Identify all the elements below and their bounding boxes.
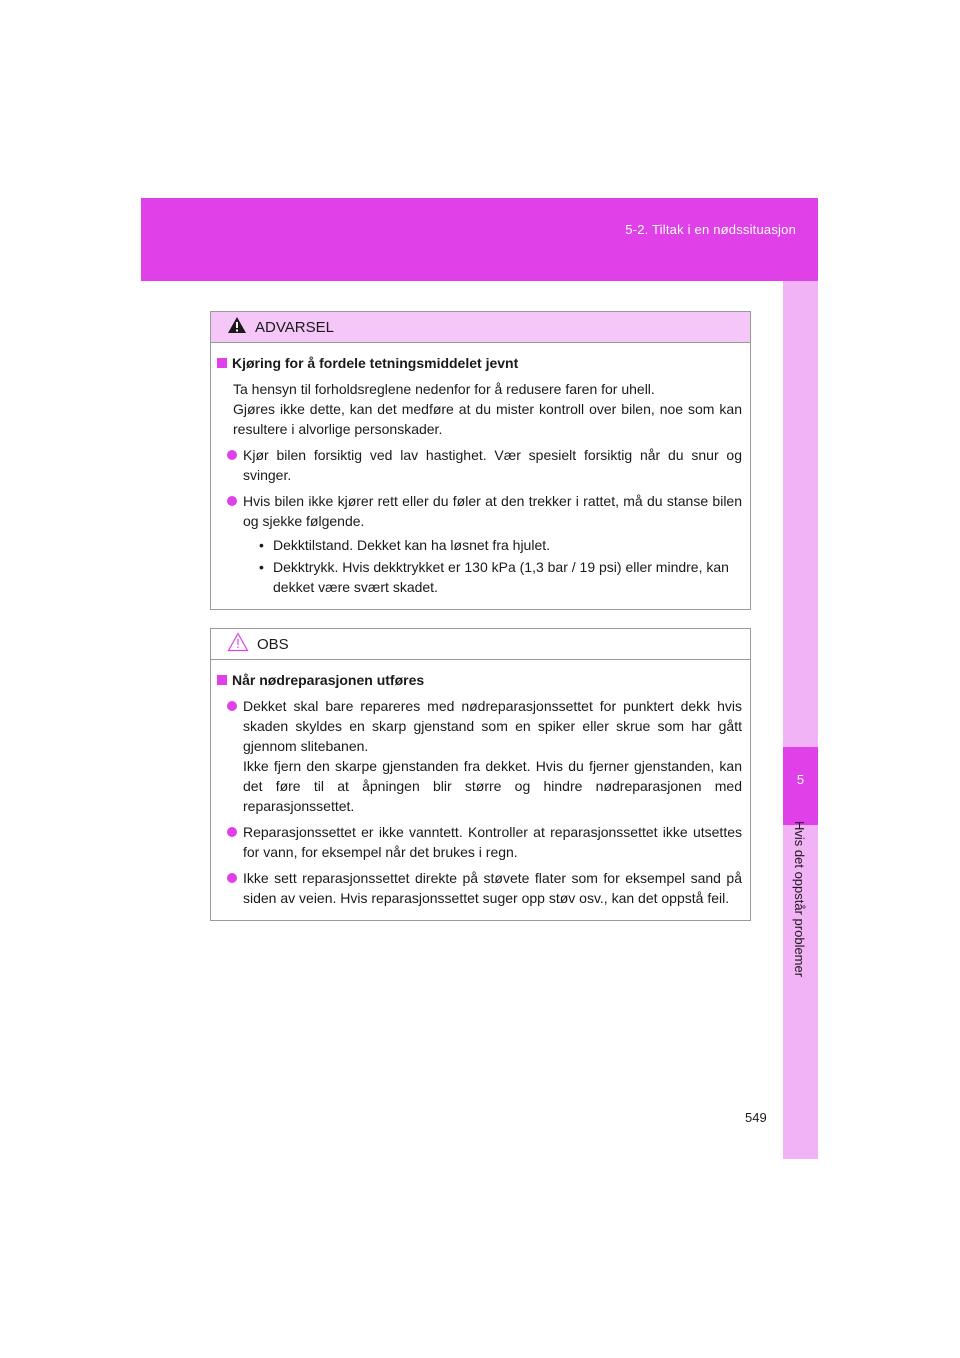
warning-sub-item-text: Dekktilstand. Dekket kan ha løsnet fra hjulet.: [273, 537, 551, 553]
sub-item-mark: •: [259, 537, 264, 553]
warning-triangle-icon: [227, 316, 247, 338]
square-bullet-icon: [217, 675, 227, 685]
chapter-label: Hvis det oppstår problemer: [792, 821, 807, 978]
warning-bullet: [217, 491, 742, 531]
warning-intro-1: Ta hensyn til forholdsreglene nedenfor for å redusere faren for uhell.: [233, 381, 655, 397]
warning-bullet-text: Kjør bilen forsiktig ved lav hastighet. Vær spesielt forsiktig når du snur og svinger.: [243, 447, 742, 483]
warning-sub-item: [217, 535, 742, 555]
chapter-number: 5: [796, 772, 805, 787]
notice-bullet-text: Reparasjonssettet er ikke vanntett. Kontroller at reparasjonssettet ikke utsettes for vann, for eksempel når det brukes i regn.: [243, 824, 742, 860]
notice-bullet: [217, 696, 742, 816]
warning-box-body: [211, 343, 750, 609]
warning-box: [210, 311, 751, 610]
warning-sub-item-text: Dekktrykk. Hvis dekktrykket er 130 kPa (1,3 bar / 19 psi) eller mindre, kan dekket være svært skadet.: [273, 559, 729, 595]
notice-title: OBS: [257, 635, 289, 653]
warning-box-header: [211, 312, 750, 343]
page-number: 549: [745, 1110, 767, 1125]
notice-bullet: [217, 868, 742, 908]
warning-bullet-text: Hvis bilen ikke kjører rett eller du føler at den trekker i rattet, må du stanse bilen og sjekke følgende.: [243, 493, 742, 529]
notice-heading-text: Når nødreparasjonen utføres: [232, 672, 425, 688]
round-bullet-icon: [227, 496, 237, 506]
warning-bullet: [217, 445, 742, 485]
header-band: [141, 198, 818, 281]
round-bullet-icon: [227, 701, 237, 711]
round-bullet-icon: [227, 450, 237, 460]
notice-box: [210, 628, 751, 921]
warning-intro-2: Gjøres ikke dette, kan det medføre at du mister kontroll over bilen, noe som kan resultere i alvorlige personskader.: [233, 401, 742, 437]
warning-heading-text: Kjøring for å fordele tetningsmiddelet jevnt: [232, 355, 519, 371]
section-title: 5-2. Tiltak i en nødssituasjon: [625, 222, 796, 237]
notice-bullet: [217, 822, 742, 862]
notice-heading: [217, 670, 742, 690]
round-bullet-icon: [227, 827, 237, 837]
notice-box-body: [211, 660, 750, 920]
notice-bullet-text: Ikke sett reparasjonssettet direkte på støvete flater som for eksempel sand på siden av veien. Hvis reparasjonssettet suger opp støv osv., kan det oppstå feil.: [243, 870, 742, 906]
square-bullet-icon: [217, 358, 227, 368]
notice-box-header: [211, 629, 750, 660]
caution-triangle-icon: [227, 632, 249, 656]
round-bullet-icon: [227, 873, 237, 883]
notice-bullet-text: Ikke fjern den skarpe gjenstanden fra dekket. Hvis du fjerner gjenstanden, kan det føre til at åpningen blir større og hindre nødreparasjonen med reparasjonssettet.: [243, 758, 742, 814]
notice-bullet-text: Dekket skal bare repareres med nødreparasjonssettet for punktert dekk hvis skaden skyldes en skarp gjenstand som en spiker eller skrue som har gått gjennom slitebanen.: [243, 698, 742, 754]
chapter-side-tab: [783, 281, 818, 1159]
warning-heading: [217, 353, 742, 373]
warning-title: ADVARSEL: [255, 318, 334, 336]
sub-item-mark: •: [259, 559, 264, 575]
warning-sub-item: [217, 557, 742, 597]
